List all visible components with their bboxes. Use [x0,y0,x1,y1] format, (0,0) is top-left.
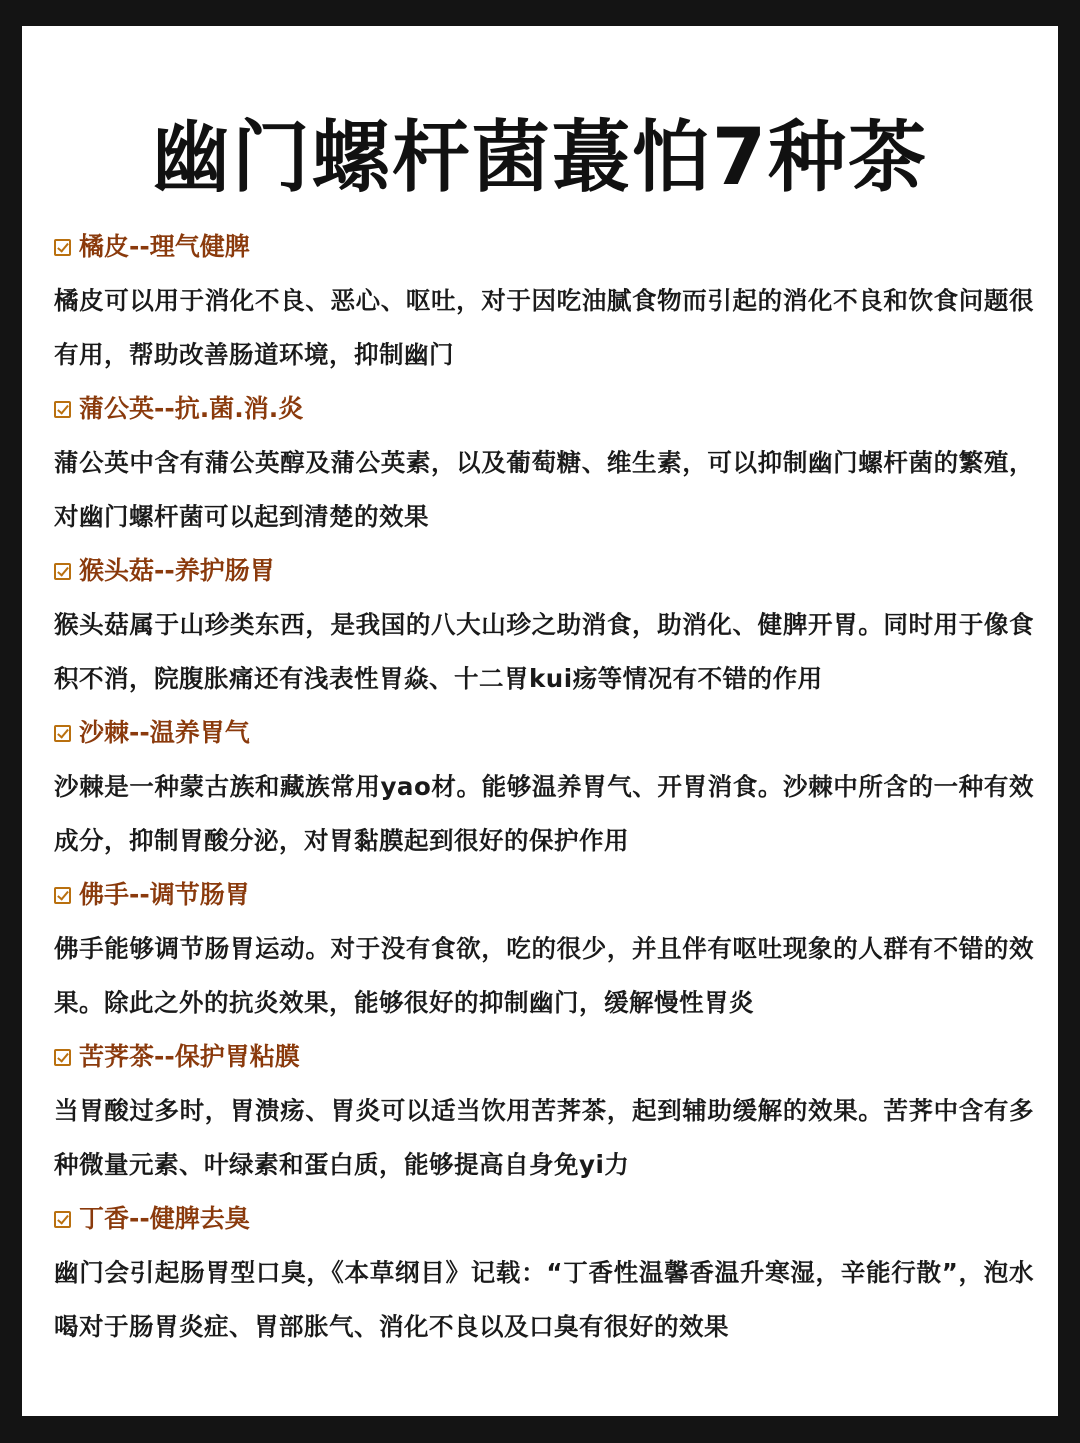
section-heading [54,544,1034,598]
section-sea-buckthorn [54,706,1034,868]
section-body: 当胃酸过多时，胃溃疡、胃炎可以适当饮用苦荠茶，起到辅助缓解的效果。苦荠中含有多种微量元素、叶绿素和蛋白质，能够提高自身免yi力 [54,1096,1034,1179]
section-body: 蒲公英中含有蒲公英醇及蒲公英素，以及葡萄糖、维生素，可以抑制幽门螺杆菌的繁殖，对幽门螺杆菌可以起到清楚的效果 [54,448,1034,531]
section-heading-text: 猴头菇--养护肠胃 [79,556,275,585]
section-heading [54,1030,1034,1084]
section-clove [54,1192,1034,1354]
section-heading-text: 蒲公英--抗.菌.消.炎 [79,394,304,423]
section-heading [54,1192,1034,1246]
checkbox-icon [54,1211,71,1228]
section-body: 佛手能够调节肠胃运动。对于没有食欲，吃的很少，并且伴有呕吐现象的人群有不错的效果。除此之外的抗炎效果，能够很好的抑制幽门，缓解慢性胃炎 [54,934,1034,1017]
section-heading-text: 橘皮--理气健脾 [79,232,250,261]
section-heading-text: 丁香--健脾去臭 [79,1204,250,1233]
section-tangerine-peel [54,220,1034,382]
section-heading [54,220,1034,274]
section-heading [54,706,1034,760]
checkbox-icon [54,239,71,256]
sections-list [54,220,1034,1354]
section-lions-mane [54,544,1034,706]
checkbox-icon [54,725,71,742]
section-body: 沙棘是一种蒙古族和藏族常用yao材。能够温养胃气、开胃消食。沙棘中所含的一种有效成分，抑制胃酸分泌，对胃黏膜起到很好的保护作用 [54,772,1034,855]
section-heading-text: 佛手--调节肠胃 [79,880,250,909]
article-card [22,26,1058,1416]
section-body: 橘皮可以用于消化不良、恶心、呕吐，对于因吃油腻食物而引起的消化不良和饮食问题很有用，帮助改善肠道环境，抑制幽门 [54,286,1034,369]
checkbox-icon [54,887,71,904]
page-title: 幽门螺杆菌蕞怕7种茶 [151,113,929,203]
section-body: 幽门会引起肠胃型口臭，《本草纲目》记载：“丁香性温馨香温升寒湿，辛能行散”，泡水喝对于肠胃炎症、胃部胀气、消化不良以及口臭有很好的效果 [54,1258,1034,1341]
section-kuding-tea [54,1030,1034,1192]
section-dandelion [54,382,1034,544]
section-heading-text: 沙棘--温养胃气 [79,718,250,747]
section-heading [54,868,1034,922]
checkbox-icon [54,563,71,580]
checkbox-icon [54,1049,71,1066]
section-heading-text: 苦荠茶--保护胃粘膜 [79,1042,300,1071]
section-bergamot [54,868,1034,1030]
section-body: 猴头菇属于山珍类东西，是我国的八大山珍之助消食，助消化、健脾开胃。同时用于像食积不消，院腹胀痛还有浅表性胃焱、十二胃kui疡等情况有不错的作用 [54,610,1034,693]
section-heading [54,382,1034,436]
checkbox-icon [54,401,71,418]
